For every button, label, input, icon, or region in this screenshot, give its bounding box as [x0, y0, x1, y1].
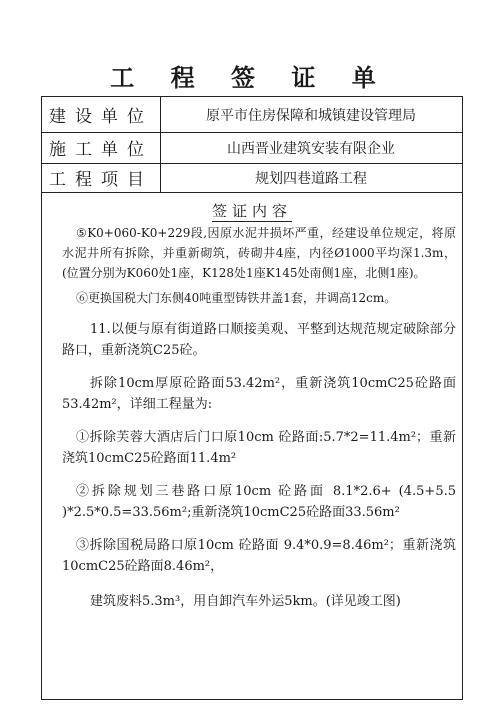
content-paragraph: 建筑废料5.3m³，用自卸汽车外运5km。(详见竣工图)	[90, 594, 401, 609]
construction-unit-value: 原平市住房保障和城镇建设管理局	[206, 107, 416, 124]
content-paragraph: 拆除10cm厚原砼路面53.42m²，重新浇筑10cmC25砼路面53.42m²，详细工程量为:	[62, 376, 456, 412]
content-paragraph: ①拆除芙蓉大酒店后门口原10cm 砼路面:5.7*2=11.4m²；重新浇筑10cmC25砼路面11.4m²	[62, 430, 456, 466]
content-paragraph: ③拆除国税局路口原10cm 砼路面 9.4*0.9=8.46m²；重新浇筑10cmC25砼路面8.46m²，	[62, 538, 456, 574]
row-construction-unit	[42, 97, 462, 133]
contractor-value: 山西晋业建筑安装有限企业	[227, 140, 395, 157]
section-title	[42, 200, 462, 221]
contractor-label: 施工单位	[42, 132, 161, 163]
project-label: 工程项目	[42, 163, 161, 192]
construction-unit-label: 建设单位	[42, 97, 161, 132]
row-contractor	[42, 132, 462, 164]
row-project	[42, 163, 462, 193]
project-value: 规划四巷道路工程	[255, 170, 367, 187]
content-paragraph: ②拆除规划三巷路口原10cm 砼路面 8.1*2.6+ (4.5+5.5 )*2.5*0.5=33.56m²;重新浇筑10cmC25砼路面33.56m²	[62, 484, 456, 520]
content-paragraph: ⑥更换国税大门东侧40吨重型铸铁井盖1套，井调高12cm。	[76, 291, 397, 305]
certificate-content	[62, 223, 456, 612]
content-paragraph: ⑤K0+060-K0+229段,因原水泥井损坏严重，经建设单位规定，将原水泥井所有拆除，并重新砌筑，砖砌井4座，内径Ø1000平均深1.3m，(位置分别为K060处1座，K128处1座K145处南侧1座，北侧1座)。	[62, 226, 456, 280]
certificate-form	[41, 96, 463, 700]
content-paragraph: 11.以便与原有街道路口顺接美观、平整到达规范规定破除部分路口，重新浇筑C25砼。	[62, 322, 456, 358]
section-title-text: 签证内容	[211, 202, 292, 220]
document-title: 工 程 签 证 单	[110, 63, 390, 92]
